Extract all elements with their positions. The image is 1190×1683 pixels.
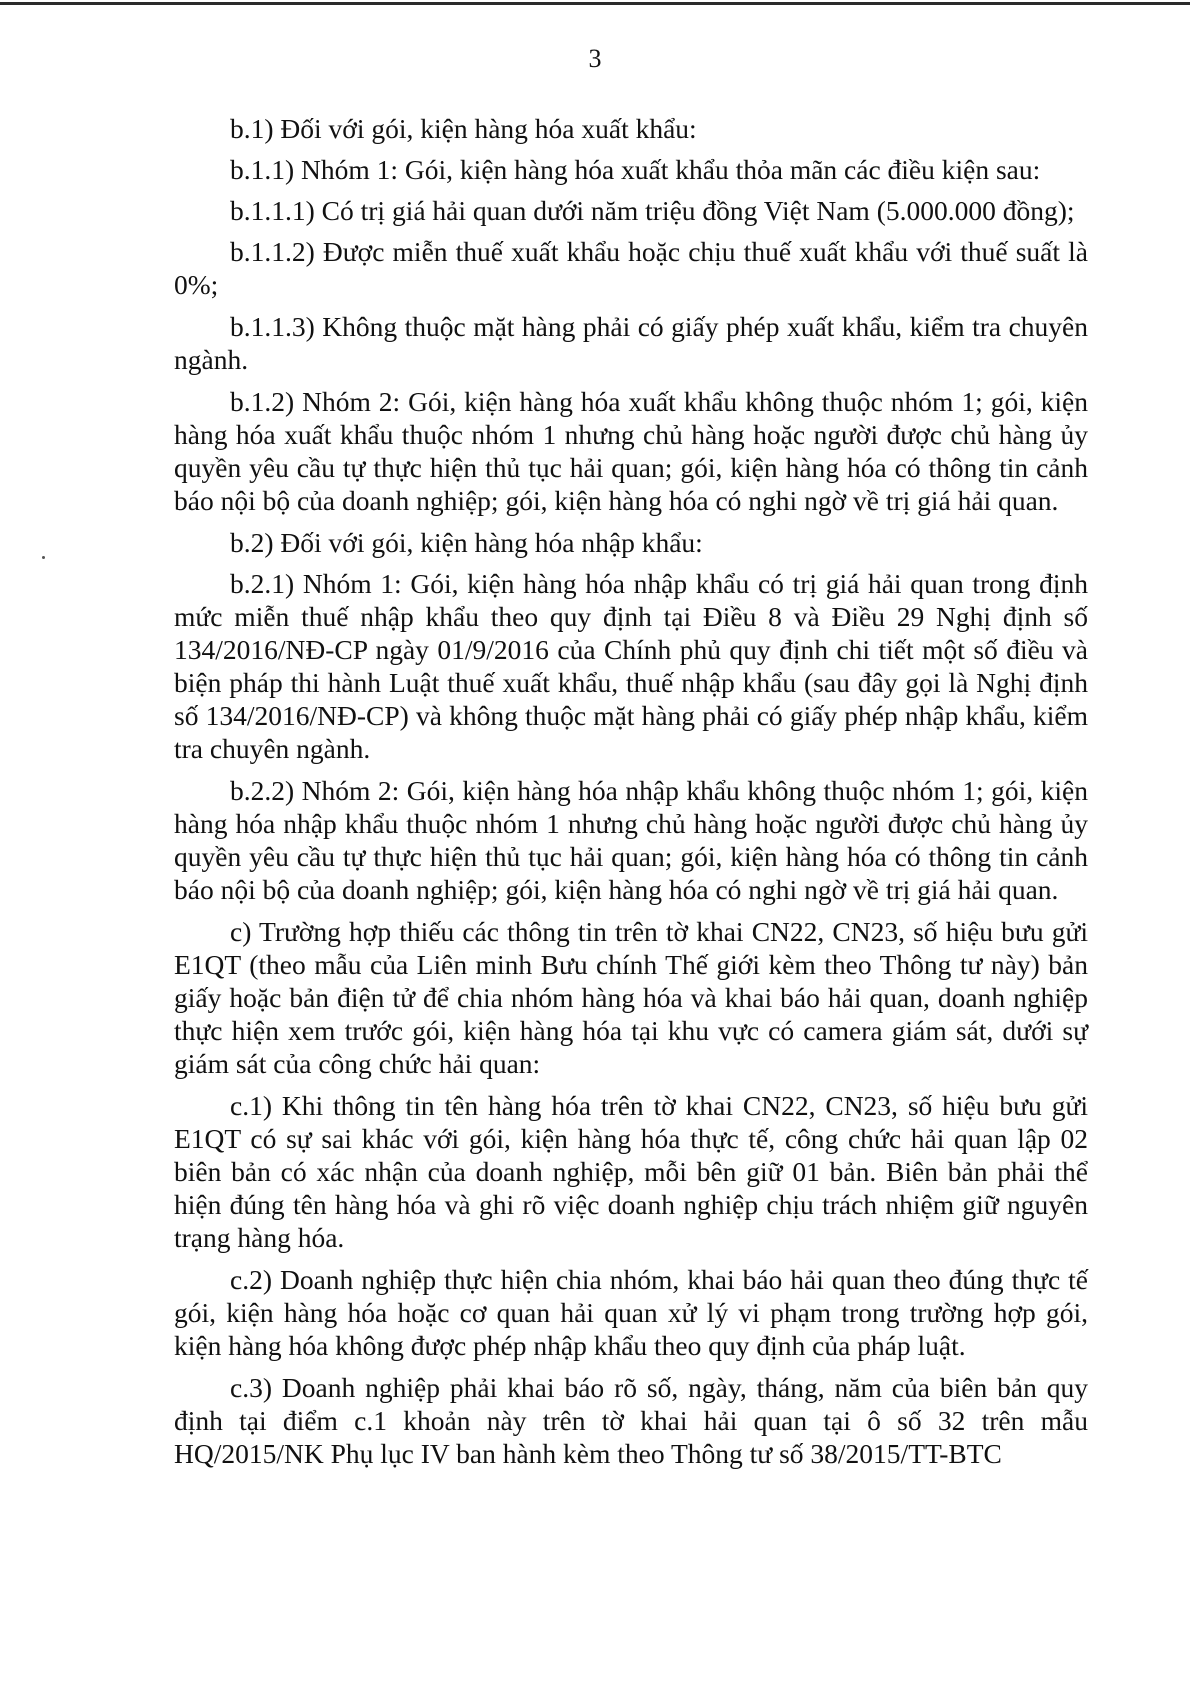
top-border-line <box>0 2 1190 5</box>
paragraph-b2-1: b.2.1) Nhóm 1: Gói, kiện hàng hóa nhập khẩu có trị giá hải quan trong định mức miễn thuế nhập khẩu theo quy định tại Điều 8 và Điều 29 Nghị định số 134/2016/NĐ-CP ngày 01/9/2016 của Chính phủ quy định chi tiết một số điều và biện pháp thi hành Luật thuế xuất khẩu, thuế nhập khẩu (sau đây gọi là Nghị định số 134/2016/NĐ-CP) và không thuộc mặt hàng phải có giấy phép nhập khẩu, kiểm tra chuyên ngành. <box>174 568 1088 764</box>
paragraph-b1-1-1: b.1.1.1) Có trị giá hải quan dưới năm triệu đồng Việt Nam (5.000.000 đồng); <box>230 195 1075 226</box>
paragraph-b1: b.1) Đối với gói, kiện hàng hóa xuất khẩu: <box>230 113 697 144</box>
paragraph-b1-1-3: b.1.1.3) Không thuộc mặt hàng phải có giấy phép xuất khẩu, kiểm tra chuyên ngành. <box>174 311 1088 375</box>
paragraph-b2: b.2) Đối với gói, kiện hàng hóa nhập khẩu: <box>230 527 703 558</box>
document-body <box>174 112 1088 1479</box>
paragraph-c3: c.3) Doanh nghiệp phải khai báo rõ số, ngày, tháng, năm của biên bản quy định tại điểm c.1 khoản này trên tờ khai hải quan tại ô số 32 trên mẫu HQ/2015/NK Phụ lục IV ban hành kèm theo Thông tư số 38/2015/TT-BTC <box>174 1372 1088 1469</box>
paragraph-b1-1: b.1.1) Nhóm 1: Gói, kiện hàng hóa xuất khẩu thỏa mãn các điều kiện sau: <box>230 154 1041 185</box>
paragraph-c: c) Trường hợp thiếu các thông tin trên tờ khai CN22, CN23, số hiệu bưu gửi E1QT (theo mẫu của Liên minh Bưu chính Thế giới kèm theo Thông tư này) bản giấy hoặc bản điện tử để chia nhóm hàng hóa và khai báo hải quan, doanh nghiệp thực hiện xem trước gói, kiện hàng hóa tại khu vực có camera giám sát, dưới sự giám sát của công chức hải quan: <box>174 916 1088 1079</box>
page-number: 3 <box>588 44 602 73</box>
scan-speck <box>42 556 45 559</box>
paragraph-c2: c.2) Doanh nghiệp thực hiện chia nhóm, khai báo hải quan theo đúng thực tế gói, kiện hàng hóa hoặc cơ quan hải quan xử lý vi phạm trong trường hợp gói, kiện hàng hóa không được phép nhập khẩu theo quy định của pháp luật. <box>174 1264 1088 1361</box>
paragraph-b1-1-2: b.1.1.2) Được miễn thuế xuất khẩu hoặc chịu thuế xuất khẩu với thuế suất là 0%; <box>174 236 1088 300</box>
paragraph-b2-2: b.2.2) Nhóm 2: Gói, kiện hàng hóa nhập khẩu không thuộc nhóm 1; gói, kiện hàng hóa nhập khẩu thuộc nhóm 1 nhưng chủ hàng hoặc người được chủ hàng ủy quyền yêu cầu tự thực hiện thủ tục hải quan; gói, kiện hàng hóa có thông tin cảnh báo nội bộ của doanh nghiệp; gói, kiện hàng hóa có nghi ngờ về trị giá hải quan. <box>174 775 1088 905</box>
paragraph-c1: c.1) Khi thông tin tên hàng hóa trên tờ khai CN22, CN23, số hiệu bưu gửi E1QT có sự sai khác với gói, kiện hàng hóa thực tế, công chức hải quan lập 02 biên bản có xác nhận của doanh nghiệp, mỗi bên giữ 01 bản. Biên bản phải thể hiện đúng tên hàng hóa và ghi rõ việc doanh nghiệp chịu trách nhiệm giữ nguyên trạng hàng hóa. <box>174 1090 1088 1253</box>
paragraph-b1-2: b.1.2) Nhóm 2: Gói, kiện hàng hóa xuất khẩu không thuộc nhóm 1; gói, kiện hàng hóa xuất khẩu thuộc nhóm 1 nhưng chủ hàng hoặc người được chủ hàng ủy quyền yêu cầu tự thực hiện thủ tục hải quan; gói, kiện hàng hóa có thông tin cảnh báo nội bộ của doanh nghiệp; gói, kiện hàng hóa có nghi ngờ về trị giá hải quan. <box>174 386 1088 516</box>
